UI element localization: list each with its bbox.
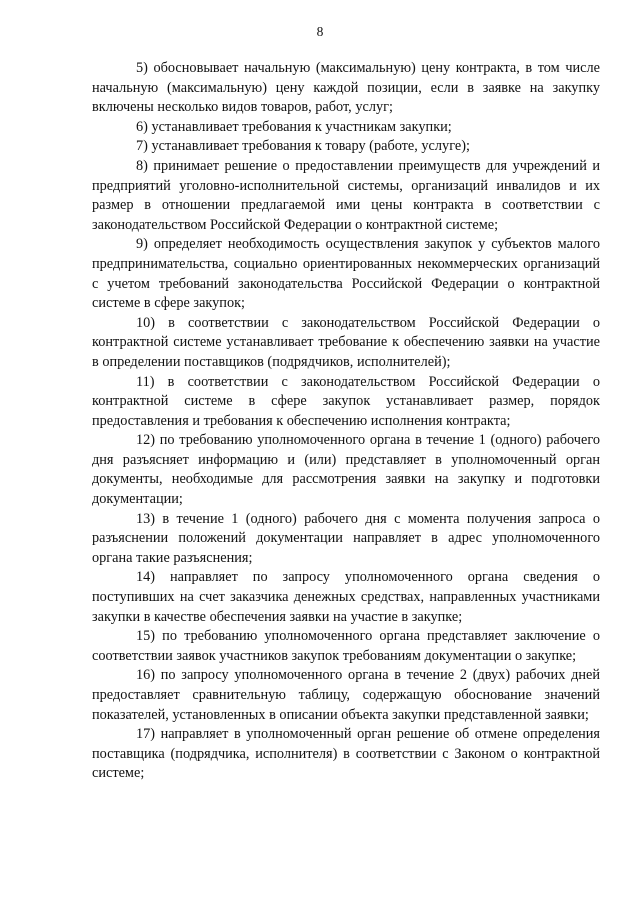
list-item: 6) устанавливает требования к участникам закупки; <box>136 118 452 135</box>
list-item: 7) устанавливает требования к товару (работе, услуге); <box>136 138 470 155</box>
list-item: 12) по требованию уполномоченного органа в течение 1 (одного) рабочего дня разъясняет информацию и (или) представляет в уполномоченный орган документы, необходимые для рассмотрения заявки на закупку и подготовки документации; <box>92 432 600 508</box>
document-body <box>92 59 600 784</box>
list-item: 14) направляет по запросу уполномоченного органа сведения о поступивших на счет заказчика денежных средствах, направленных участниками закупки в качестве обеспечения заявки на участие в закупке; <box>92 569 600 625</box>
list-item: 5) обосновывает начальную (максимальную) цену контракта, в том числе начальную (максимальную) цену каждой позиции, если в заявке на закупку включены несколько видов товаров, работ, услуг; <box>92 60 600 116</box>
list-item: 10) в соответствии с законодательством Российской Федерации о контрактной системе устанавливает требование к обеспечению заявки на участие в определении поставщиков (подрядчиков, исполнителей); <box>92 314 600 370</box>
list-item: 17) направляет в уполномоченный орган решение об отмене определения поставщика (подрядчика, исполнителя) в соответствии с Законом о контрактной системе; <box>92 726 600 782</box>
list-item: 13) в течение 1 (одного) рабочего дня с момента получения запроса о разъяснении положений документации направляет в адрес уполномоченного органа такие разъяснения; <box>92 510 600 566</box>
list-item: 9) определяет необходимость осуществления закупок у субъектов малого предпринимательства, социально ориентированных некоммерческих организаций с учетом требований законодательства Российской Федерации о контрактной системе в сфере закупок; <box>92 236 600 312</box>
list-item: 16) по запросу уполномоченного органа в течение 2 (двух) рабочих дней предоставляет сравнительную таблицу, содержащую обоснование значений показателей, установленных в описании объекта закупки представленной заявки; <box>92 667 600 723</box>
list-item: 11) в соответствии с законодательством Российской Федерации о контрактной системе в сфере закупок устанавливает размер, порядок предоставления и требования к обеспечению исполнения контракта; <box>92 373 600 429</box>
page-number: 8 <box>316 24 324 39</box>
list-item: 8) принимает решение о предоставлении преимуществ для учреждений и предприятий уголовно-исполнительной системы, организаций инвалидов и их размер в отношении предлагаемой ими цены контракта в соответствии с законодательством Российской Федерации о контрактной системе; <box>92 157 600 233</box>
list-item: 15) по требованию уполномоченного органа представляет заключение о соответствии заявок участников закупок требованиям документации о закупке; <box>92 628 600 664</box>
